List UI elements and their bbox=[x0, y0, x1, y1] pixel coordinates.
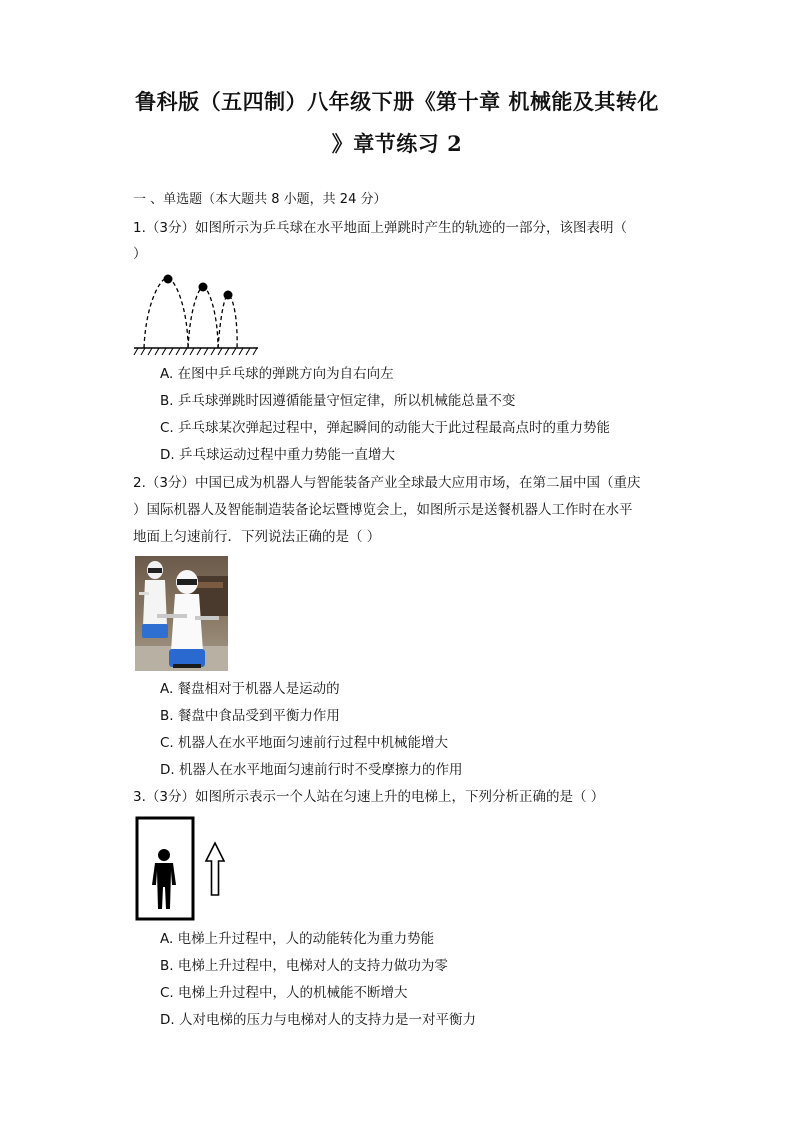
question-2-option-a: A. 餐盘相对于机器人是运动的 bbox=[160, 681, 340, 697]
question-3-option-a: A. 电梯上升过程中，人的动能转化为重力势能 bbox=[160, 931, 435, 947]
ground-hatching bbox=[134, 348, 257, 355]
question-2-option-c: C. 机器人在水平地面匀速前行过程中机械能增大 bbox=[160, 735, 449, 751]
question-1-stem-line-2: ） bbox=[133, 246, 147, 262]
page-title-line-2: 》章节练习 2 bbox=[331, 131, 463, 156]
question-2-stem-line-3: 地面上匀速前行．下列说法正确的是（ ） bbox=[133, 529, 381, 545]
up-arrow-icon bbox=[206, 843, 224, 895]
ping-pong-bounce-figure bbox=[132, 270, 262, 360]
food-delivery-robot-photo bbox=[135, 556, 228, 671]
page-title-line-1: 鲁科版（五四制）八年级下册《第十章 机械能及其转化 bbox=[135, 89, 659, 114]
bounce-trajectory bbox=[144, 278, 237, 348]
question-1-stem-line-1: 1.（3分）如图所示为乒乓球在水平地面上弹跳时产生的轨迹的一部分，该图表明（ bbox=[133, 220, 627, 236]
question-2-option-b: B. 餐盘中食品受到平衡力作用 bbox=[160, 708, 340, 724]
question-1-option-b: B. 乒乓球弹跳时因遵循能量守恒定律，所以机械能总量不变 bbox=[160, 393, 516, 409]
question-3-option-c: C. 电梯上升过程中，人的机械能不断增大 bbox=[160, 985, 408, 1001]
question-3-option-d: D. 人对电梯的压力与电梯对人的支持力是一对平衡力 bbox=[160, 1012, 476, 1028]
ball-1 bbox=[164, 275, 173, 284]
question-2-stem-line-2: ）国际机器人及智能制造装备论坛暨博览会上，如图所示是送餐机器人工作时在水平 bbox=[133, 502, 633, 518]
question-3-stem-line-1: 3.（3分）如图所示表示一个人站在匀速上升的电梯上，下列分析正确的是（ ） bbox=[133, 789, 605, 805]
elevator-figure bbox=[135, 815, 230, 923]
question-2-stem-line-1: 2.（3分）中国已成为机器人与智能装备产业全球最大应用市场，在第二届中国（重庆 bbox=[133, 475, 641, 491]
ball-3 bbox=[224, 291, 233, 300]
question-3-option-b: B. 电梯上升过程中，电梯对人的支持力做功为零 bbox=[160, 958, 448, 974]
question-1-option-a: A. 在图中乒乓球的弹跳方向为自右向左 bbox=[160, 366, 394, 382]
ball-2 bbox=[199, 283, 208, 292]
question-1-option-c: C. 乒乓球某次弹起过程中，弹起瞬间的动能大于此过程最高点时的重力势能 bbox=[160, 420, 611, 436]
question-1-option-d: D. 乒乓球运动过程中重力势能一直增大 bbox=[160, 447, 395, 463]
question-2-option-d: D. 机器人在水平地面匀速前行时不受摩擦力的作用 bbox=[160, 762, 463, 778]
person-icon bbox=[152, 849, 176, 909]
section-heading: 一 、单选题（本大题共 8 小题，共 24 分） bbox=[133, 192, 387, 207]
